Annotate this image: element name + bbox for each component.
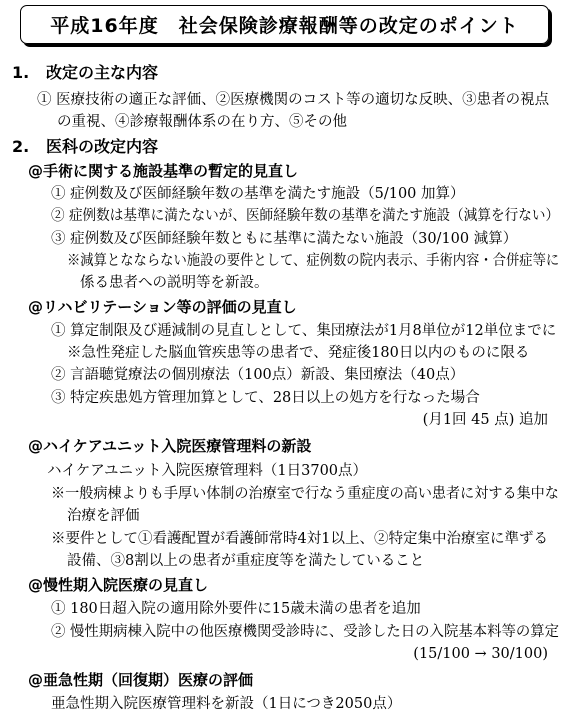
section-1-heading <box>12 64 158 82</box>
subsection-heading: @亜急性期（回復期）医療の評価 <box>28 671 254 689</box>
section-1-title: 改定の主な内容 <box>46 63 159 82</box>
text-line: ③ 症例数及び医師経験年数ともに基準に満たない施設（30/100 減算） <box>51 231 518 247</box>
text-line: ① 症例数及び医師経験年数の基準を満たす施設（5/100 加算） <box>51 186 465 202</box>
note-line: ※急性発症した脳血管疾患等の患者で、発症後180日以内のものに限る <box>67 345 530 361</box>
text-line: ① 算定制限及び逓減制の見直しとして、集団療法が1月8単位が12単位までに <box>51 323 557 339</box>
text-line: ② 症例数は基準に満たないが、医師経験年数の基準を満たす施設（減算を行ない） <box>51 208 560 224</box>
subsection-heading: @ハイケアユニット入院医療管理料の新設 <box>28 437 312 455</box>
note-line: ※要件として①看護配置が看護師常時4対1以上、②特定集中治療室に準ずる <box>51 531 548 547</box>
text-line: ② 言語聴覚療法の個別療法（100点）新設、集団療法（40点） <box>51 367 465 383</box>
text-line: ② 慢性期病棟入院中の他医療機関受診時に、受診した日の入院基本料等の算定 <box>51 624 560 640</box>
text-line: の重視、④診療報酬体系の在り方、⑤その他 <box>57 114 347 130</box>
note-line: 設備、③8割以上の患者が重症度等を満たしていること <box>67 553 425 569</box>
text-line: ③ 特定疾患処方管理加算として、28日以上の処方を行なった場合 <box>51 390 480 406</box>
subsection-heading: @リハビリテーション等の評価の見直し <box>28 298 297 316</box>
section-2-title: 医科の改定内容 <box>46 137 159 156</box>
subsection-heading: @手術に関する施設基準の暫定的見直し <box>28 162 299 180</box>
section-1-number: 1. <box>12 63 30 82</box>
note-line: ※一般病棟よりも手厚い体制の治療室で行なう重症度の高い患者に対する集中な <box>51 486 559 502</box>
page-title: 平成16年度 社会保険診療報酬等の改定のポイント <box>50 15 519 37</box>
section-2-number: 2. <box>12 137 30 156</box>
note-line: 治療を評価 <box>67 508 140 524</box>
section-2-heading <box>12 138 158 156</box>
subsection-heading: @慢性期入院医療の見直し <box>28 576 209 594</box>
title-box <box>20 5 549 44</box>
text-line: ハイケアユニット入院医療管理料（1日3700点） <box>47 463 368 479</box>
text-line-right: (15/100 → 30/100) <box>413 646 548 662</box>
text-line: 亜急性期入院医療管理料を新設（1日につき2050点） <box>51 696 402 712</box>
note-line: ※減算となならない施設の要件として、症例数の院内表示、手術内容・合併症等に <box>67 253 560 269</box>
text-line-right: (月1回 45 点) 追加 <box>422 412 548 428</box>
text-line: ① 180日超入院の適用除外要件に15歳未満の患者を追加 <box>51 601 421 617</box>
note-line: 係る患者への説明等を新設。 <box>80 275 269 291</box>
text-line: ① 医療技術の適正な評価、②医療機関のコスト等の適切な反映、③患者の視点 <box>37 92 550 108</box>
